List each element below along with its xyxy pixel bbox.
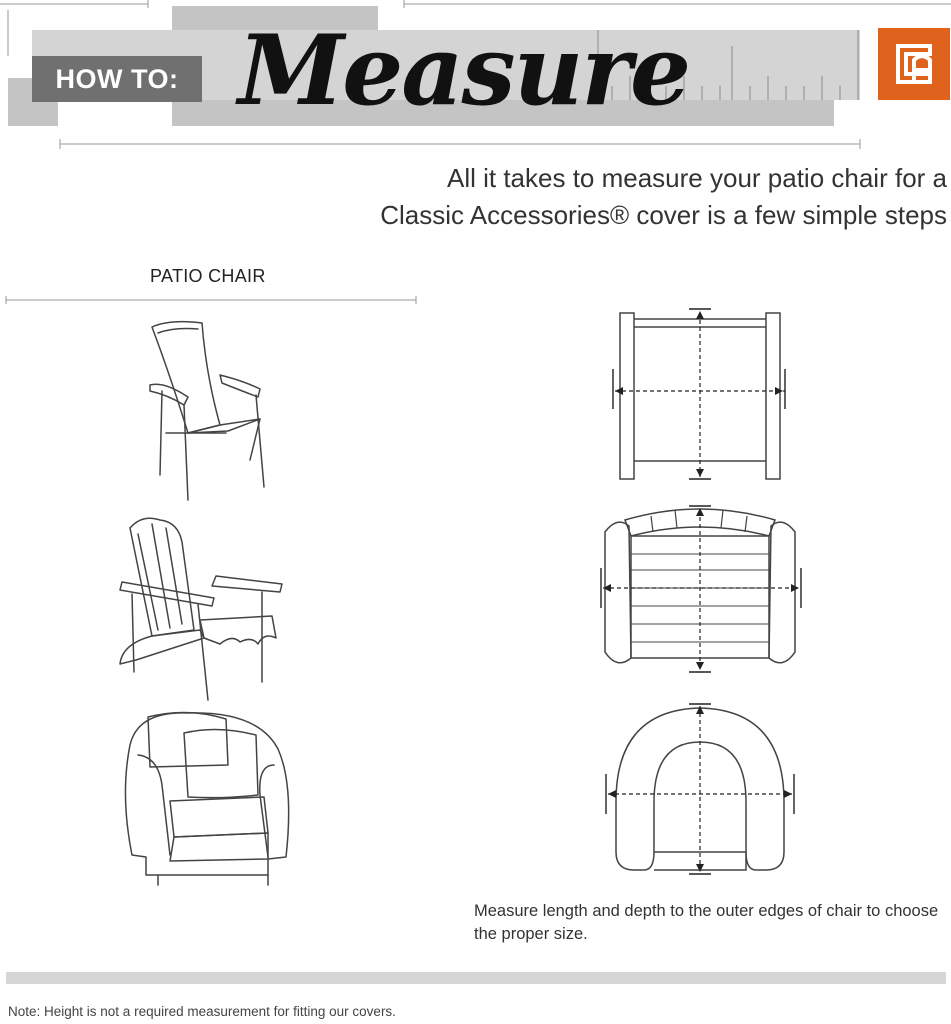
section-title: PATIO CHAIR [150, 266, 266, 286]
sling-chair-top-view-diagram [605, 305, 795, 485]
footnote: Note: Height is not a required measurement for fitting our covers. [8, 1004, 396, 1019]
sling-chair-illustration [140, 315, 300, 505]
section-rule [0, 295, 420, 305]
footer-divider [6, 972, 946, 984]
tagline-line-2: Classic Accessories® cover is a few simple steps [380, 200, 947, 230]
how-to-badge: HOW TO: [32, 56, 202, 102]
page-title: Measure [238, 14, 690, 127]
brand-logo [878, 28, 950, 100]
club-chair-illustration [118, 705, 298, 885]
tagline-line-1: All it takes to measure your patio chair for a [446, 163, 947, 193]
adirondack-chair-top-view-diagram [595, 502, 805, 677]
classic-accessories-logo-icon [878, 28, 950, 100]
adirondack-chair-illustration [112, 512, 292, 702]
measurement-instruction: Measure length and depth to the outer edges of chair to choose the proper size. [474, 902, 939, 943]
club-chair-top-view-diagram [600, 702, 800, 877]
tagline [307, 160, 947, 234]
